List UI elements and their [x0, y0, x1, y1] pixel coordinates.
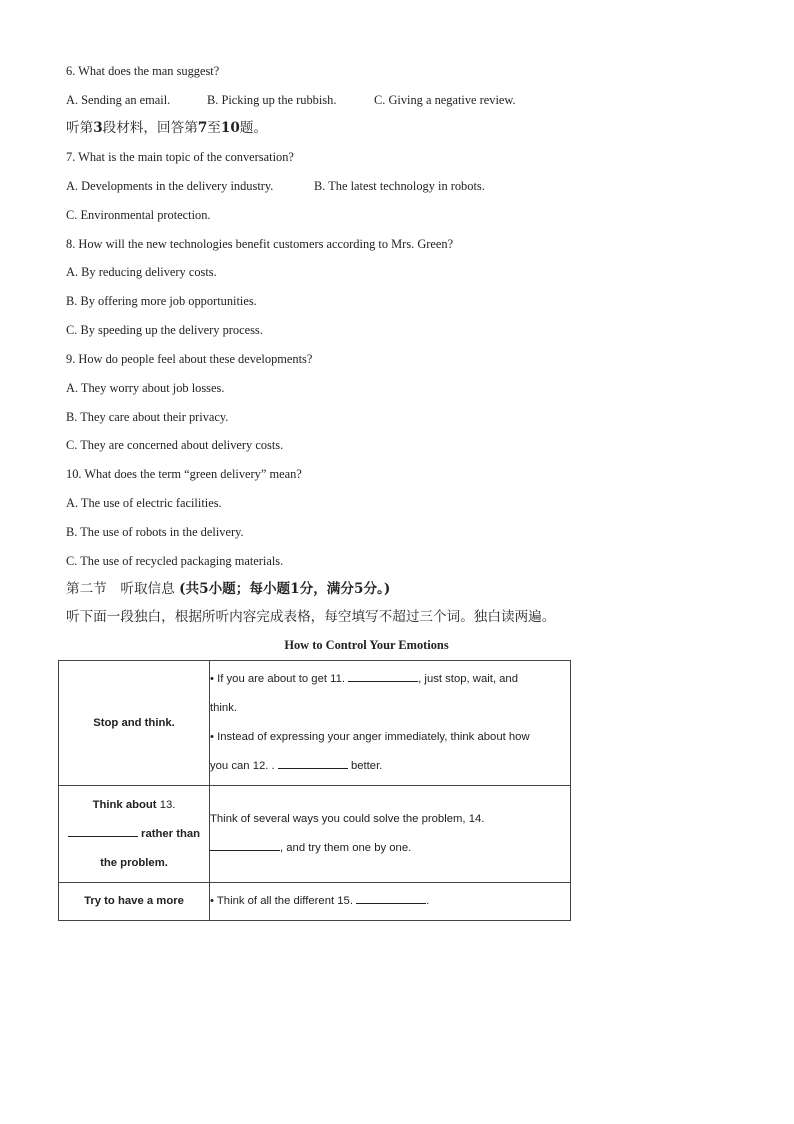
- row-content: Think of several ways you could solve the problem, 14. , and try them one by one.: [210, 786, 571, 883]
- section-3-heading: 听第3段材料，回答第7至10题。: [66, 120, 267, 136]
- part-2-heading: 第二节 听取信息 (共5小题；每小题1分，满分5分。): [66, 581, 391, 597]
- option-c: C. They are concerned about delivery costs.: [66, 438, 284, 452]
- options-row: [66, 178, 485, 194]
- option-a: A. By reducing delivery costs.: [66, 265, 217, 279]
- question-text: 8. How will the new technologies benefit customers according to Mrs. Green?: [66, 237, 454, 251]
- options-row: [66, 92, 516, 108]
- option-a: A. Sending an email.: [66, 93, 171, 107]
- option-b: B. The use of robots in the delivery.: [66, 525, 244, 539]
- answer-blank-15[interactable]: [356, 892, 426, 904]
- option-a: A. Developments in the delivery industry.: [66, 179, 274, 193]
- instruction: 听下面一段独白，根据所听内容完成表格，每空填写不超过三个词。独白读两遍。: [66, 609, 556, 625]
- table-title: How to Control Your Emotions: [284, 638, 449, 652]
- option-a: A. The use of electric facilities.: [66, 496, 222, 510]
- option-c: C. The use of recycled packaging materials.: [66, 554, 284, 568]
- question-text: 10. What does the term “green delivery” mean?: [66, 467, 302, 481]
- option-c: C. Giving a negative review.: [374, 93, 516, 107]
- option-b: B. The latest technology in robots.: [314, 179, 485, 193]
- option-b: B. Picking up the rubbish.: [207, 93, 337, 107]
- option-c: C. Environmental protection.: [66, 208, 211, 222]
- question-text: 7. What is the main topic of the conversation?: [66, 150, 294, 164]
- row-label: Try to have a more: [59, 883, 210, 921]
- option-a: A. They worry about job losses.: [66, 381, 225, 395]
- answer-blank-13[interactable]: [68, 825, 138, 837]
- option-c: C. By speeding up the delivery process.: [66, 323, 263, 337]
- row-content: • If you are about to get 11. , just stop, wait, and think. • Instead of expressing your anger immediately, think about how you can 12. . better.: [210, 661, 571, 786]
- option-b: B. By offering more job opportunities.: [66, 294, 257, 308]
- answer-blank-12[interactable]: [278, 757, 348, 769]
- row-content: • Think of all the different 15. .: [210, 883, 571, 921]
- answer-blank-11[interactable]: [348, 670, 418, 682]
- row-label: Think about 13. rather than the problem.: [59, 786, 210, 883]
- option-b: B. They care about their privacy.: [66, 410, 229, 424]
- table-row: [59, 883, 571, 921]
- emotions-table: [58, 660, 571, 921]
- row-label: Stop and think.: [59, 661, 210, 786]
- answer-blank-14[interactable]: [210, 839, 280, 851]
- table-row: [59, 786, 571, 883]
- question-text: 9. How do people feel about these developments?: [66, 352, 313, 366]
- table-row: [59, 661, 571, 786]
- question-text: 6. What does the man suggest?: [66, 64, 220, 78]
